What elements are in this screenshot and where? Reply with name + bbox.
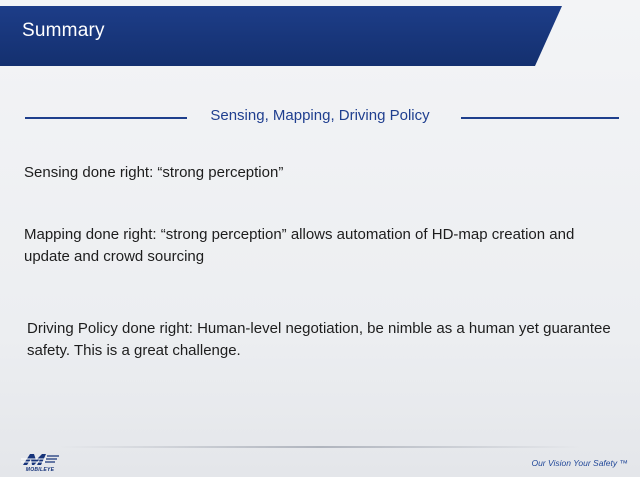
paragraph-driving-policy: Driving Policy done right: Human-level negotiation, be nimble as a human yet guarantee safety. This is a great challenge. bbox=[27, 320, 611, 359]
paragraph-mapping: Mapping done right: “strong perception” allows automation of HD-map creation and update and crowd sourcing bbox=[24, 226, 575, 265]
section-heading: Sensing, Mapping, Driving Policy bbox=[210, 107, 430, 124]
mobileye-logo-mark bbox=[19, 452, 61, 467]
footer-divider bbox=[60, 446, 580, 448]
slide-title: Summary bbox=[22, 20, 105, 41]
section-rule-right bbox=[461, 117, 619, 119]
logo-wordmark: MOBILEYE bbox=[25, 467, 55, 473]
footer-tagline: Our Vision Your Safety ™ bbox=[531, 458, 628, 468]
paragraph-sensing: Sensing done right: “strong perception” bbox=[24, 164, 284, 181]
mobileye-logo bbox=[19, 452, 61, 474]
